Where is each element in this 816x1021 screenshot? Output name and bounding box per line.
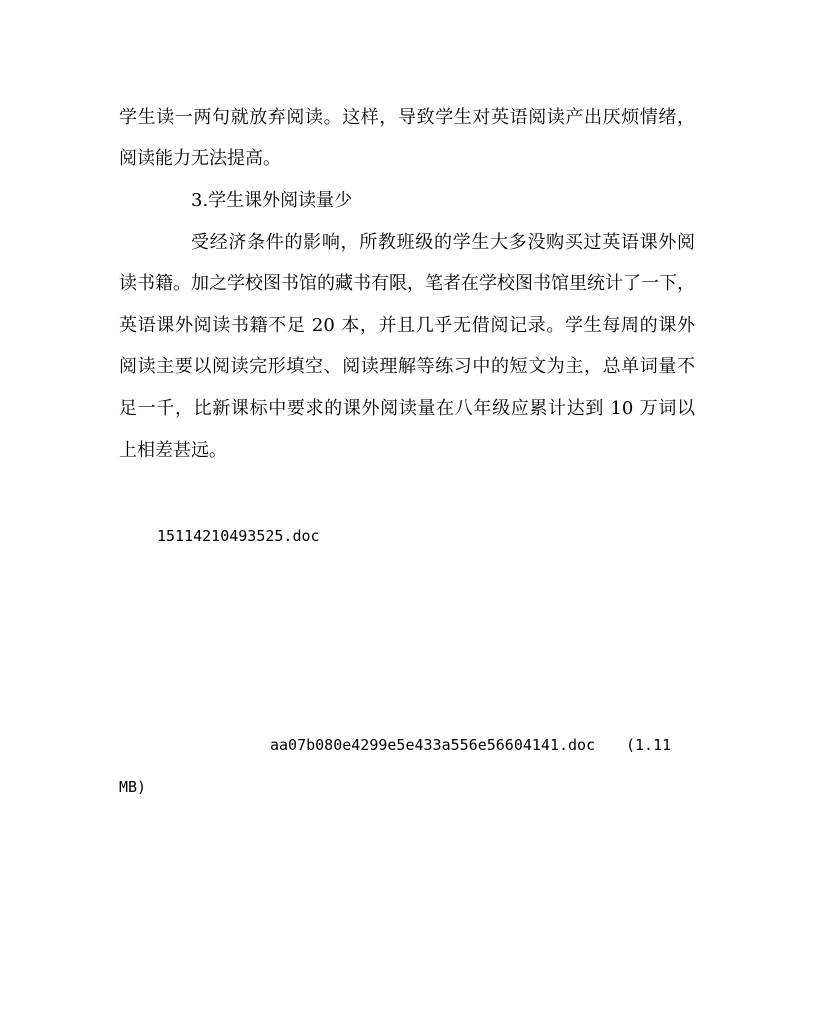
paragraph-2-line-4: 阅读主要以阅读完形填空、阅读理解等练习中的短文为主，总单词量不 <box>119 356 695 377</box>
paragraph-1-line-1: 学生读一两句就放弃阅读。这样，导致学生对英语阅读产出厌烦情绪， <box>119 107 695 128</box>
paragraph-2-line-3: 英语课外阅读书籍不足 20 本，并且几乎无借阅记录。学生每周的课外 <box>119 315 695 336</box>
paragraph-2-line-1: 受经济条件的影响，所教班级的学生大多没购买过英语课外阅 <box>191 232 695 253</box>
attachment-link-1[interactable]: 15114210493525.doc <box>157 527 320 545</box>
paragraph-1-line-2: 阅读能力无法提高。 <box>119 148 281 169</box>
attachment-link-2[interactable]: aa07b080e4299e5e433a556e56604141.doc <box>270 736 596 754</box>
section-heading: 3.学生课外阅读量少 <box>191 190 353 211</box>
paragraph-2-line-2: 读书籍。加之学校图书馆的藏书有限，笔者在学校图书馆里统计了一下， <box>119 273 695 294</box>
paragraph-2-line-5: 足一千，比新课标中要求的课外阅读量在八年级应累计达到 10 万词以 <box>119 398 695 419</box>
attachment-size-part-1: (1.11 <box>626 736 672 754</box>
paragraph-2-line-6: 上相差甚远。 <box>119 440 227 461</box>
attachment-size-part-2: MB) <box>119 778 147 796</box>
